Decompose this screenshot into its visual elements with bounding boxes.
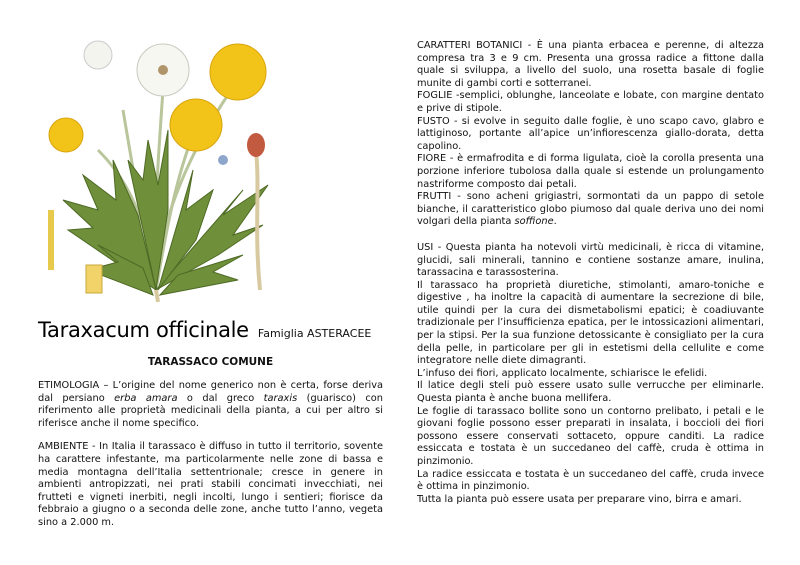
detail-petal <box>48 210 54 270</box>
common-name-heading: TARASSACO COMUNE <box>147 356 274 368</box>
frutti-text: FRUTTI - sono acheni grigiastri, sormontati da un pappo di setole bianche, il caratteristico globo piumoso dal quale deriva uno dei nomi volgari della pianta <box>417 191 764 228</box>
frutti-paragraph <box>417 191 764 229</box>
usi-paragraph-6: La radice essiccata e tostata è un succedaneo del caffè, cruda invece è ottima in pinzimonio. <box>417 468 764 493</box>
flower-large <box>170 99 222 151</box>
left-column <box>38 380 383 541</box>
etimologia-text-3: (guarisco) con riferimento alle proprietà medicinali della pianta, a cui per altro si riferisce anche il nome specifico. <box>38 392 383 429</box>
flower-left <box>49 118 83 152</box>
etimologia-paragraph <box>38 380 383 430</box>
usi-paragraph-7: Tutta la pianta può essere usata per preparare vino, birra e amari. <box>417 493 742 505</box>
usi-paragraph-5: Le foglie di tarassaco bollite sono un contorno prelibato, i petali e le giovani foglie possono esser preparati in insalata, i boccioli dei fiori possono essere conservati sottaceto, oppure canditi. La radice essiccata e tostata è un succedaneo del caffè, cruda è ottima in pinzimonio. <box>417 405 764 467</box>
species-title: Taraxacum officinale <box>38 318 249 342</box>
seed-head-small <box>84 41 112 69</box>
bud <box>247 133 265 157</box>
root <box>156 290 158 302</box>
seed-head-center <box>158 65 168 75</box>
usi-paragraph-4: Il latice degli steli può essere usato sulle verrucche per eliminarle. Questa pianta è anche buona mellifera. <box>417 380 764 405</box>
detail-stamens <box>86 265 102 293</box>
flower-top-right <box>210 44 266 100</box>
frutti-italic: soffione <box>514 216 554 228</box>
etimologia-italic-2: taraxis <box>263 392 298 404</box>
etimologia-text-1: ETIMOLOGIA – L’origine del nome generico non è certa, forse deriva dal persiano <box>38 380 383 404</box>
etimologia-text-2: o dal greco <box>177 392 264 404</box>
flower-heads <box>49 41 266 165</box>
etimologia-italic-1: erba amara <box>114 392 178 404</box>
fusto-paragraph: FUSTO - si evolve in seguito dalle foglie, è uno scapo cavo, glabro e lattiginoso, portante all’apice un’infiorescenza giallo-dorata, detta capolino. <box>417 115 764 152</box>
usi-paragraph-3: L’infuso dei fiori, applicato localmente, schiarisce le efelidi. <box>417 367 708 379</box>
foglie-paragraph: FOGLIE -semplici, oblunghe, lanceolate e lobate, con margine dentato e prive di stipole. <box>417 90 764 114</box>
root-detail <box>256 150 260 290</box>
usi-paragraph-1: USI - Questa pianta ha notevoli virtù medicinali, è ricca di vitamine, glucidi, sali minerali, tannino e contiene sostanze amare, inulina, tarassacina e tarassosterina. <box>417 241 764 279</box>
title-row <box>38 318 388 342</box>
family-label: Famiglia ASTERACEE <box>257 327 372 340</box>
dandelion-illustration <box>28 40 283 302</box>
fiore-paragraph: FIORE - è ermafrodita e di forma ligulata, cioè la corolla presenta una porzione inferiore tubolosa dalla quale si estende un prolungamento nastriforme composto dai petali. <box>417 153 764 190</box>
frutti-end: . <box>553 216 557 228</box>
ambiente-paragraph: AMBIENTE - In Italia il tarassaco è diffuso in tutto il territorio, sovente ha carattere infestante, ma particolarmente nelle zone di bassa e media montagna dell’Italia settentrionale; cresce in genere in ambienti antropizzati, nei prati stabili concimati invecchiati, nei frutteti e vigneti inerbiti, negli incolti, lungo i sentieri; fiorisce da febbraio a giugno o a seconda delle zone, anche tutto l’anno, vegeta sino a 2.000 m. <box>38 441 383 528</box>
usi-paragraph-2: Il tarassaco ha proprietà diuretiche, stimolanti, amaro-toniche e digestive , ha inoltre la capacità di aumentare la secrezione di bile, utile quindi per la cura dei dismetabolismi epatici; è coadiuvante tradizionale per l’insufficienza epatica, per le intossicazioni alimentari, per la stipsi. Per la sua funzione detossicante è consigliato per la cura della pelle, in particolare per gli in estetismi della cellulite e come integratore nelle diete dimagranti. <box>417 279 764 367</box>
caratteri-botanici-paragraph: CARATTERI BOTANICI - È una pianta erbacea e perenne, di altezza compresa tra 3 e 9 cm. Presenta una grossa radice a fittone dalla quale si sviluppa, a livello del suolo, una rosetta basale di foglie munite di gambi corti e sotterranei. <box>417 40 764 89</box>
right-column <box>417 40 764 506</box>
detail-blue <box>218 155 228 165</box>
